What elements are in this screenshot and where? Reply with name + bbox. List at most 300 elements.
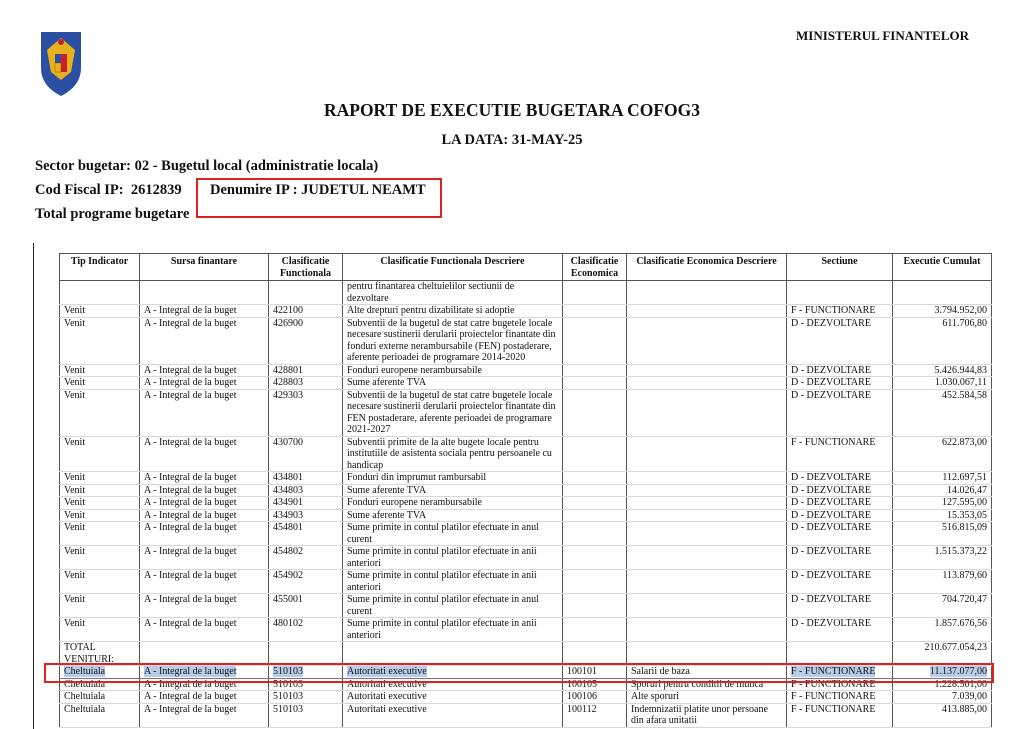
executie-cumulat-cell (893, 546, 992, 570)
functionala-descriere-cell (343, 691, 563, 704)
functionala-descriere-cell-text: Fonduri europene nerambursabile (347, 364, 482, 376)
sectiune-cell (787, 570, 893, 594)
executie-cumulat-cell-text: 11.137.077,00 (929, 666, 987, 677)
functionala-descriere-cell (343, 703, 563, 727)
table-row (60, 546, 992, 570)
sursa-finantare-cell (140, 642, 269, 666)
executie-cumulat-cell-text: 1.228.501,00 (934, 678, 987, 690)
tip-indicator-cell (60, 703, 140, 727)
sursa-finantare-cell-text: A - Integral de la buget (144, 364, 237, 376)
coat-of-arms-icon (35, 28, 87, 98)
report-title: RAPORT DE EXECUTIE BUGETARA COFOG3 (323, 100, 700, 120)
tip-indicator-cell (60, 317, 140, 364)
sursa-finantare-cell-text: A - Integral de la buget (144, 691, 237, 702)
economica-descriere-cell (627, 691, 787, 704)
economica-descriere-cell (627, 484, 787, 497)
functionala-descriere-cell-text: Fonduri din imprumut rambursabil (347, 472, 487, 483)
economica-descriere-cell (627, 570, 787, 594)
tip-indicator-cell (60, 281, 140, 305)
sectiune-cell-text: D - DEZVOLTARE (791, 317, 871, 329)
economica-descriere-cell (627, 472, 787, 485)
functionala-descriere-cell (343, 570, 563, 594)
column-header: Tip Indicator (60, 254, 140, 281)
clasificatie-functionala-cell-text: 428801 (273, 364, 303, 376)
economica-descriere-cell (627, 389, 787, 436)
economica-descriere-cell (627, 497, 787, 510)
sursa-finantare-cell-text: A - Integral de la buget (144, 484, 237, 496)
clasificatie-functionala-cell-text: 454801 (273, 522, 303, 533)
sectiune-cell-text: D - DEZVOLTARE (791, 546, 871, 557)
table-row (60, 509, 992, 522)
clasificatie-functionala-cell-text: 480102 (273, 618, 303, 629)
sursa-finantare-cell (140, 377, 269, 390)
clasificatie-functionala-cell (269, 436, 343, 472)
sursa-finantare-cell-text: A - Integral de la buget (144, 570, 237, 581)
table-row (60, 484, 992, 497)
sursa-finantare-cell-text: A - Integral de la buget (144, 618, 237, 629)
clasificatie-functionala-cell (269, 389, 343, 436)
economica-descriere-cell (627, 305, 787, 318)
sursa-finantare-cell (140, 594, 269, 618)
clasificatie-functionala-cell (269, 377, 343, 390)
tip-indicator-cell-text: Venit (64, 317, 86, 329)
sectiune-cell-text: F - FUNCTIONARE (791, 666, 876, 677)
sursa-finantare-cell (140, 618, 269, 642)
table-row (60, 522, 992, 546)
clasificatie-functionala-cell (269, 546, 343, 570)
table-row (60, 691, 992, 704)
executie-cumulat-cell-text: 611.706,80 (942, 317, 987, 329)
sectiune-cell (787, 642, 893, 666)
executie-cumulat-cell-text: 1.515.373,22 (934, 546, 987, 557)
clasificatie-economica-cell (563, 703, 627, 727)
clasificatie-functionala-cell (269, 317, 343, 364)
tip-indicator-cell-text: Cheltuiala (64, 703, 106, 715)
executie-cumulat-cell-text: 3.794.952,00 (934, 305, 987, 316)
clasificatie-functionala-cell (269, 497, 343, 510)
sursa-finantare-cell (140, 570, 269, 594)
tip-indicator-cell-text: Venit (64, 618, 86, 629)
table-row (60, 497, 992, 510)
sectiune-cell-text: F - FUNCTIONARE (791, 436, 876, 448)
table-row (60, 305, 992, 318)
executie-cumulat-cell (893, 281, 992, 305)
column-header: Clasificatie Economica Descriere (627, 254, 787, 281)
sectiune-cell-text: D - DEZVOLTARE (791, 484, 871, 496)
clasificatie-economica-cell (563, 377, 627, 390)
executie-cumulat-cell (893, 522, 992, 546)
functionala-descriere-cell (343, 472, 563, 485)
clasificatie-functionala-cell-text: 455001 (273, 594, 303, 605)
tip-indicator-cell-text: Venit (64, 377, 86, 388)
sursa-finantare-cell-text: A - Integral de la buget (144, 305, 237, 316)
sectiune-cell (787, 618, 893, 642)
functionala-descriere-cell-text: Subventii de la bugetul de stat catre bugetele locale necesare sustinerii derularii proiectelor finantate din FEN postaderare, aferente perioadei de programare 2021-2027 (347, 389, 556, 435)
sursa-finantare-cell (140, 472, 269, 485)
clasificatie-economica-cell (563, 618, 627, 642)
tip-indicator-cell-text: Cheltuiala (64, 691, 106, 702)
sursa-finantare-cell (140, 703, 269, 727)
functionala-descriere-cell (343, 497, 563, 510)
sectiune-cell (787, 317, 893, 364)
economica-descriere-cell (627, 594, 787, 618)
sursa-finantare-cell-text: A - Integral de la buget (144, 703, 237, 715)
table-row (60, 281, 992, 305)
total-programe: Total programe bugetare (35, 206, 190, 222)
sectiune-cell (787, 389, 893, 436)
clasificatie-functionala-cell (269, 522, 343, 546)
sectiune-cell (787, 377, 893, 390)
table-row (60, 364, 992, 377)
table-row (60, 436, 992, 472)
economica-descriere-cell-text: Salarii de baza (631, 666, 690, 677)
executie-cumulat-cell-text: 15.353,05 (947, 509, 987, 521)
executie-cumulat-cell-text: 127.595,00 (942, 497, 987, 508)
report-date: LA DATA: 31-MAY-25 (441, 132, 583, 148)
denumire-ip: Denumire IP : JUDETUL NEAMT (210, 182, 426, 198)
sectiune-cell-text: F - FUNCTIONARE (791, 305, 876, 316)
sectiune-cell-text: D - DEZVOLTARE (791, 594, 871, 605)
sursa-finantare-cell (140, 484, 269, 497)
clasificatie-functionala-cell-text: 429303 (273, 389, 303, 401)
sectiune-cell (787, 305, 893, 318)
tip-indicator-cell (60, 509, 140, 522)
functionala-descriere-cell (343, 484, 563, 497)
tip-indicator-cell-text: Venit (64, 509, 86, 521)
economica-descriere-cell-text: Indemnizatii platite unor persoane din afara unitatii (631, 703, 768, 726)
executie-cumulat-cell (893, 691, 992, 704)
clasificatie-functionala-cell (269, 281, 343, 305)
functionala-descriere-cell (343, 618, 563, 642)
executie-cumulat-cell-text: 210.677.054,23 (924, 642, 987, 653)
table-row (60, 618, 992, 642)
executie-cumulat-cell-text: 413.885,00 (942, 703, 987, 715)
sursa-finantare-cell (140, 546, 269, 570)
sector-bugetar: Sector bugetar: 02 - Bugetul local (administratie locala) (35, 158, 379, 174)
executie-cumulat-cell-text: 7.039,00 (952, 691, 987, 702)
tip-indicator-cell-text: Venit (64, 594, 86, 605)
column-header: Sectiune (787, 254, 893, 281)
executie-cumulat-cell-text: 704.720,47 (942, 594, 987, 605)
executie-cumulat-cell (893, 305, 992, 318)
functionala-descriere-cell-text: Sume aferente TVA (347, 484, 427, 496)
executie-cumulat-cell (893, 472, 992, 485)
clasificatie-functionala-cell-text: 510103 (273, 666, 303, 677)
clasificatie-functionala-cell-text: 422100 (273, 305, 303, 316)
functionala-descriere-cell (343, 364, 563, 377)
clasificatie-functionala-cell-text: 428803 (273, 377, 303, 388)
clasificatie-functionala-cell (269, 472, 343, 485)
functionala-descriere-cell (343, 436, 563, 472)
functionala-descriere-cell-text: Sume primite in contul platilor efectuate in anul curent (347, 594, 539, 617)
sursa-finantare-cell-text: A - Integral de la buget (144, 377, 237, 388)
clasificatie-economica-cell (563, 642, 627, 666)
clasificatie-functionala-cell-text: 454802 (273, 546, 303, 557)
clasificatie-economica-cell-text: 100106 (567, 691, 597, 702)
clasificatie-economica-cell (563, 546, 627, 570)
table-row (60, 703, 992, 727)
economica-descriere-cell (627, 364, 787, 377)
sursa-finantare-cell (140, 305, 269, 318)
sursa-finantare-cell (140, 389, 269, 436)
column-header: Clasificatie Functionala Descriere (343, 254, 563, 281)
tip-indicator-cell-text: Venit (64, 389, 86, 401)
sectiune-cell-text: F - FUNCTIONARE (791, 678, 876, 690)
sursa-finantare-cell (140, 317, 269, 364)
sectiune-cell (787, 509, 893, 522)
ministry-name: MINISTERUL FINANTELOR (796, 28, 970, 43)
functionala-descriere-cell-text: Autoritati executive (347, 703, 427, 715)
tip-indicator-cell-text: Venit (64, 484, 86, 496)
clasificatie-functionala-cell-text: 426900 (273, 317, 303, 329)
functionala-descriere-cell (343, 377, 563, 390)
sursa-finantare-cell (140, 691, 269, 704)
executie-cumulat-cell (893, 317, 992, 364)
tip-indicator-cell-text: Venit (64, 522, 86, 533)
sectiune-cell (787, 691, 893, 704)
cod-fiscal-label: Cod Fiscal IP: (35, 182, 124, 198)
functionala-descriere-cell (343, 389, 563, 436)
sursa-finantare-cell-text: A - Integral de la buget (144, 546, 237, 557)
economica-descriere-cell (627, 703, 787, 727)
tip-indicator-cell (60, 472, 140, 485)
clasificatie-economica-cell (563, 317, 627, 364)
clasificatie-functionala-cell (269, 305, 343, 318)
executie-cumulat-cell (893, 364, 992, 377)
clasificatie-functionala-cell (269, 703, 343, 727)
economica-descriere-cell (627, 509, 787, 522)
sursa-finantare-cell-text: A - Integral de la buget (144, 436, 237, 448)
sectiune-cell (787, 364, 893, 377)
tip-indicator-cell-text: Venit (64, 546, 86, 557)
functionala-descriere-cell-text: Alte drepturi pentru dizabilitate si adoptie (347, 305, 515, 316)
executie-cumulat-cell-text: 622.873,00 (942, 436, 987, 448)
tip-indicator-cell (60, 642, 140, 666)
sectiune-cell (787, 436, 893, 472)
sectiune-cell (787, 472, 893, 485)
economica-descriere-cell (627, 377, 787, 390)
executie-cumulat-cell (893, 570, 992, 594)
economica-descriere-cell (627, 522, 787, 546)
column-header: Clasificatie Functionala (269, 254, 343, 281)
functionala-descriere-cell-text: Fonduri europene nerambursabile (347, 497, 482, 508)
functionala-descriere-cell (343, 594, 563, 618)
functionala-descriere-cell (343, 546, 563, 570)
economica-descriere-cell (627, 317, 787, 364)
sursa-finantare-cell (140, 497, 269, 510)
executie-cumulat-cell (893, 594, 992, 618)
functionala-descriere-cell-text: Sume aferente TVA (347, 509, 427, 521)
clasificatie-functionala-cell-text: 434803 (273, 484, 303, 496)
tip-indicator-cell (60, 691, 140, 704)
tip-indicator-cell (60, 522, 140, 546)
sectiune-cell (787, 497, 893, 510)
functionala-descriere-cell-text: Autoritati executive (347, 678, 427, 690)
tip-indicator-cell (60, 389, 140, 436)
clasificatie-functionala-cell (269, 484, 343, 497)
clasificatie-economica-cell (563, 472, 627, 485)
tip-indicator-cell (60, 594, 140, 618)
clasificatie-economica-cell (563, 305, 627, 318)
sectiune-cell (787, 594, 893, 618)
sursa-finantare-cell-text: A - Integral de la buget (144, 472, 237, 483)
tip-indicator-cell (60, 484, 140, 497)
executie-cumulat-cell-text: 1.030.067,11 (934, 377, 987, 388)
sursa-finantare-cell (140, 522, 269, 546)
clasificatie-functionala-cell-text: 434903 (273, 509, 303, 521)
sursa-finantare-cell-text: A - Integral de la buget (144, 522, 237, 533)
executie-cumulat-cell (893, 436, 992, 472)
economica-descriere-cell (627, 546, 787, 570)
executie-cumulat-cell (893, 377, 992, 390)
economica-descriere-cell (627, 281, 787, 305)
executie-cumulat-cell (893, 703, 992, 727)
highlight-box-denumire (196, 178, 442, 218)
economica-descriere-cell (627, 642, 787, 666)
functionala-descriere-cell-text: Autoritati executive (347, 691, 427, 702)
tip-indicator-cell (60, 570, 140, 594)
executie-cumulat-cell (893, 497, 992, 510)
sectiune-cell-text: D - DEZVOLTARE (791, 509, 871, 521)
sursa-finantare-cell (140, 509, 269, 522)
clasificatie-economica-cell (563, 570, 627, 594)
sursa-finantare-cell-text: A - Integral de la buget (144, 509, 237, 521)
tip-indicator-cell-text: Venit (64, 364, 86, 376)
executie-cumulat-cell (893, 484, 992, 497)
sectiune-cell-text: F - FUNCTIONARE (791, 691, 876, 702)
table-row (60, 389, 992, 436)
sectiune-cell-text: D - DEZVOLTARE (791, 389, 871, 401)
column-header: Executie Cumulat (893, 254, 992, 281)
page-margin-line (33, 243, 34, 729)
highlight-box-row (44, 663, 994, 683)
functionala-descriere-cell-text: Sume primite in contul platilor efectuate in anul curent (347, 522, 539, 545)
tip-indicator-cell-text: Venit (64, 570, 86, 581)
tip-indicator-cell (60, 377, 140, 390)
sectiune-cell-text: D - DEZVOLTARE (791, 472, 871, 483)
sectiune-cell-text: D - DEZVOLTARE (791, 497, 871, 508)
sectiune-cell (787, 484, 893, 497)
clasificatie-functionala-cell-text: 510103 (273, 691, 303, 702)
sectiune-cell-text: D - DEZVOLTARE (791, 570, 871, 581)
tip-indicator-cell-text: Venit (64, 305, 86, 316)
sursa-finantare-cell (140, 436, 269, 472)
tip-indicator-cell (60, 546, 140, 570)
clasificatie-economica-cell (563, 484, 627, 497)
sectiune-cell-text: D - DEZVOLTARE (791, 618, 871, 629)
report-table (59, 253, 992, 728)
clasificatie-economica-cell (563, 594, 627, 618)
economica-descriere-cell (627, 436, 787, 472)
executie-cumulat-cell (893, 618, 992, 642)
functionala-descriere-cell (343, 281, 563, 305)
clasificatie-functionala-cell-text: 510103 (273, 678, 303, 690)
table-row (60, 642, 992, 666)
tip-indicator-cell (60, 364, 140, 377)
clasificatie-economica-cell-text: 100101 (567, 666, 597, 677)
clasificatie-functionala-cell (269, 642, 343, 666)
functionala-descriere-cell-text: Subventii de la bugetul de stat catre bugetele locale necesare sustinerii derularii proiectelor finantate din fonduri externe nerambursabile (FEN) postaderare, aferente perioadei de programare 2014-2020 (347, 317, 556, 363)
clasificatie-functionala-cell-text: 510103 (273, 703, 303, 715)
clasificatie-economica-cell (563, 364, 627, 377)
economica-descriere-cell-text: Alte sporuri (631, 691, 680, 702)
clasificatie-economica-cell (563, 389, 627, 436)
clasificatie-functionala-cell-text: 434901 (273, 497, 303, 508)
functionala-descriere-cell-text: Sume aferente TVA (347, 377, 427, 388)
tip-indicator-cell-text: Cheltuiala (64, 666, 106, 677)
sursa-finantare-cell-text: A - Integral de la buget (144, 317, 237, 329)
executie-cumulat-cell (893, 509, 992, 522)
economica-descriere-cell (627, 618, 787, 642)
functionala-descriere-cell (343, 305, 563, 318)
functionala-descriere-cell-text: Sume primite in contul platilor efectuate in anii anteriori (347, 618, 537, 641)
sursa-finantare-cell-text: A - Integral de la buget (144, 389, 237, 401)
clasificatie-economica-cell (563, 281, 627, 305)
cod-fiscal-line (35, 182, 182, 199)
clasificatie-functionala-cell (269, 618, 343, 642)
clasificatie-functionala-cell (269, 594, 343, 618)
tip-indicator-cell-text: Venit (64, 436, 86, 448)
functionala-descriere-cell-text: Sume primite in contul platilor efectuate in anii anteriori (347, 570, 537, 593)
functionala-descriere-cell-text: Sume primite in contul platilor efectuate in anii anteriori (347, 546, 537, 569)
sectiune-cell-text: D - DEZVOLTARE (791, 364, 871, 376)
table-row (60, 377, 992, 390)
tip-indicator-cell-text: Cheltuiala (64, 678, 106, 690)
clasificatie-economica-cell (563, 509, 627, 522)
clasificatie-economica-cell (563, 522, 627, 546)
executie-cumulat-cell (893, 389, 992, 436)
executie-cumulat-cell-text: 5.426.944,83 (934, 364, 987, 376)
tip-indicator-cell (60, 436, 140, 472)
clasificatie-functionala-cell (269, 570, 343, 594)
functionala-descriere-cell (343, 522, 563, 546)
clasificatie-functionala-cell-text: 434801 (273, 472, 303, 483)
tip-indicator-cell-text: Venit (64, 472, 86, 483)
executie-cumulat-cell-text: 112.697,51 (942, 472, 987, 483)
table-row (60, 570, 992, 594)
sursa-finantare-cell-text: A - Integral de la buget (144, 666, 237, 677)
sursa-finantare-cell-text: A - Integral de la buget (144, 497, 237, 508)
table-row (60, 317, 992, 364)
column-header: Clasificatie Economica (563, 254, 627, 281)
tip-indicator-cell (60, 305, 140, 318)
functionala-descriere-cell (343, 317, 563, 364)
sectiune-cell (787, 281, 893, 305)
clasificatie-economica-cell (563, 497, 627, 510)
clasificatie-functionala-cell-text: 430700 (273, 436, 303, 448)
functionala-descriere-cell-text: pentru finantarea cheltuielilor sectiunii de dezvoltare (347, 281, 515, 304)
clasificatie-economica-cell-text: 100112 (567, 703, 597, 715)
clasificatie-functionala-cell (269, 509, 343, 522)
functionala-descriere-cell (343, 509, 563, 522)
cod-fiscal-value: 2612839 (130, 182, 182, 198)
sectiune-cell-text: F - FUNCTIONARE (791, 703, 876, 715)
tip-indicator-cell-text: TOTAL VENITURI: (64, 642, 114, 665)
tip-indicator-cell (60, 618, 140, 642)
clasificatie-economica-cell-text: 100105 (567, 678, 597, 690)
executie-cumulat-cell-text: 516.815,09 (942, 522, 987, 533)
sectiune-cell (787, 522, 893, 546)
sectiune-cell (787, 703, 893, 727)
functionala-descriere-cell-text: Subventii primite de la alte bugete locale pentru institutiile de asistenta sociala pentru persoanele cu handicap (347, 436, 552, 471)
clasificatie-functionala-cell (269, 364, 343, 377)
column-header: Sursa finantare (140, 254, 269, 281)
table-header-row (60, 254, 992, 281)
sursa-finantare-cell-text: A - Integral de la buget (144, 678, 237, 690)
executie-cumulat-cell-text: 1.857.676,56 (934, 618, 987, 629)
table-row (60, 472, 992, 485)
sursa-finantare-cell (140, 281, 269, 305)
